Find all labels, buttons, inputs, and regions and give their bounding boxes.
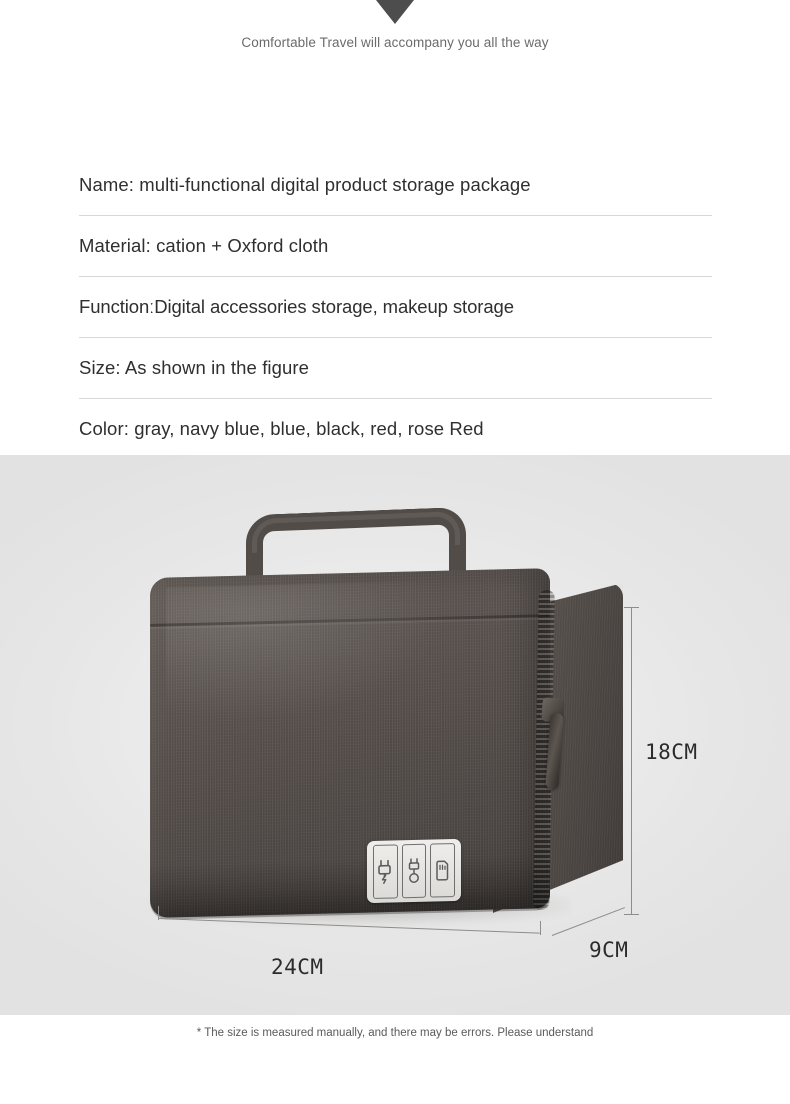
height-dimension-line <box>631 607 632 915</box>
storage-bag-illustration <box>0 455 790 1015</box>
height-dimension-label: 18CM <box>645 740 698 764</box>
bag-bottom-shading <box>150 854 550 920</box>
width-dimension-label: 24CM <box>271 955 324 979</box>
spec-row-function <box>79 277 712 338</box>
plug-icon <box>373 844 398 899</box>
spec-material-text: Material: cation + Oxford cloth <box>79 234 329 256</box>
spec-row-size <box>79 338 712 399</box>
memory-card-icon <box>430 843 455 898</box>
product-photo <box>0 455 790 1015</box>
cable-icon <box>402 844 427 899</box>
spec-row-name <box>79 155 712 216</box>
height-dimension-cap-top <box>624 607 639 608</box>
bag-logo-patch <box>367 839 461 903</box>
top-banner <box>0 0 790 72</box>
width-dimension-cap-right <box>540 921 541 935</box>
spec-name-text: Name: multi-functional digital product storage package <box>79 173 531 195</box>
depth-dimension-label: 9CM <box>589 938 629 962</box>
width-dimension-cap-left <box>158 906 159 920</box>
spec-color-text: Color: gray, navy blue, blue, black, red, rose Red <box>79 417 484 439</box>
size-disclaimer: * The size is measured manually, and there may be errors. Please understand <box>196 1027 594 1039</box>
spec-row-material <box>79 216 712 277</box>
spec-list <box>79 155 712 459</box>
triangle-down-icon <box>376 0 414 24</box>
spec-row-color <box>79 399 712 459</box>
spec-size-text: Size: As shown in the figure <box>79 356 310 378</box>
banner-tagline: Comfortable Travel will accompany you all the way <box>241 35 549 50</box>
spec-function-text: FunctionːDigital accessories storage, makeup storage <box>79 295 514 317</box>
height-dimension-cap-bottom <box>624 914 639 915</box>
bag-front-highlight <box>166 581 446 724</box>
